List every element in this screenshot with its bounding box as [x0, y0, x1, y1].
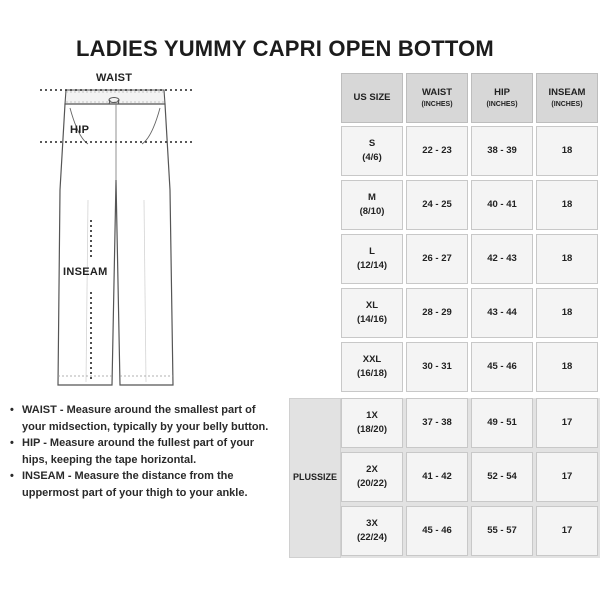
waist-cell: 37 - 38 [406, 398, 468, 448]
note-inseam: • INSEAM - Measure the distance from the uppermost part of your thigh to your ankle. [10, 470, 248, 499]
waist-cell: 22 - 23 [406, 126, 468, 176]
size-label: XL [365, 300, 379, 312]
size-cell [341, 452, 403, 502]
inseam-cell: 18 [536, 288, 598, 338]
size-label: 2X [366, 464, 378, 476]
size-label: 1X [366, 410, 378, 422]
us-size-label: (16/18) [356, 368, 388, 379]
hip-cell: 52 - 54 [471, 452, 533, 502]
waist-cell: 30 - 31 [406, 342, 468, 392]
waist-cell: 28 - 29 [406, 288, 468, 338]
pants-illustration [30, 70, 200, 400]
note-hip: • HIP - Measure around the fullest part of your hips, keeping the tape horizontal. [10, 437, 255, 466]
hip-cell: 55 - 57 [471, 506, 533, 556]
hip-cell: 40 - 41 [471, 180, 533, 230]
size-cell [341, 398, 403, 448]
us-size-label: (8/10) [359, 206, 385, 217]
us-size-label: (20/22) [356, 478, 388, 489]
size-cell [341, 234, 403, 284]
measurement-notes [10, 402, 280, 501]
us-size-label: (14/16) [356, 314, 388, 325]
inseam-label: INSEAM [63, 266, 108, 278]
header-inseam: INSEAM (INCHES) [536, 73, 598, 123]
size-cell [341, 506, 403, 556]
size-label: 3X [366, 518, 378, 530]
size-cell [341, 342, 403, 392]
hip-cell: 38 - 39 [471, 126, 533, 176]
us-size-label: (4/6) [362, 152, 382, 163]
us-size-label: (18/20) [356, 424, 388, 435]
waist-cell: 24 - 25 [406, 180, 468, 230]
waist-cell: 41 - 42 [406, 452, 468, 502]
inseam-cell: 18 [536, 234, 598, 284]
hip-cell: 43 - 44 [471, 288, 533, 338]
note-waist: • WAIST - Measure around the smallest part of your midsection, typically by your belly button. [10, 404, 269, 433]
pants-diagram [30, 70, 200, 400]
hip-cell: 45 - 46 [471, 342, 533, 392]
waist-cell: 45 - 46 [406, 506, 468, 556]
size-label: L [369, 246, 375, 258]
plus-size-label: PLUS SIZE [289, 398, 341, 558]
size-cell [341, 180, 403, 230]
waist-label: WAIST [96, 72, 133, 84]
inseam-cell: 18 [536, 126, 598, 176]
inseam-cell: 17 [536, 398, 598, 448]
inseam-cell: 18 [536, 342, 598, 392]
size-label: XXL [362, 354, 382, 366]
hip-cell: 49 - 51 [471, 398, 533, 448]
hip-cell: 42 - 43 [471, 234, 533, 284]
size-cell [341, 126, 403, 176]
page-title: LADIES YUMMY CAPRI OPEN BOTTOM [76, 36, 494, 61]
inseam-cell: 17 [536, 506, 598, 556]
waist-cell: 26 - 27 [406, 234, 468, 284]
size-label: M [368, 192, 376, 204]
header-hip: HIP (INCHES) [471, 73, 533, 123]
size-label: S [368, 138, 376, 150]
header-us-size: US SIZE [341, 73, 403, 123]
us-size-label: (12/14) [356, 260, 388, 271]
inseam-cell: 17 [536, 452, 598, 502]
header-waist: WAIST (INCHES) [406, 73, 468, 123]
us-size-label: (22/24) [356, 532, 388, 543]
hip-label: HIP [70, 124, 90, 136]
size-cell [341, 288, 403, 338]
inseam-cell: 18 [536, 180, 598, 230]
